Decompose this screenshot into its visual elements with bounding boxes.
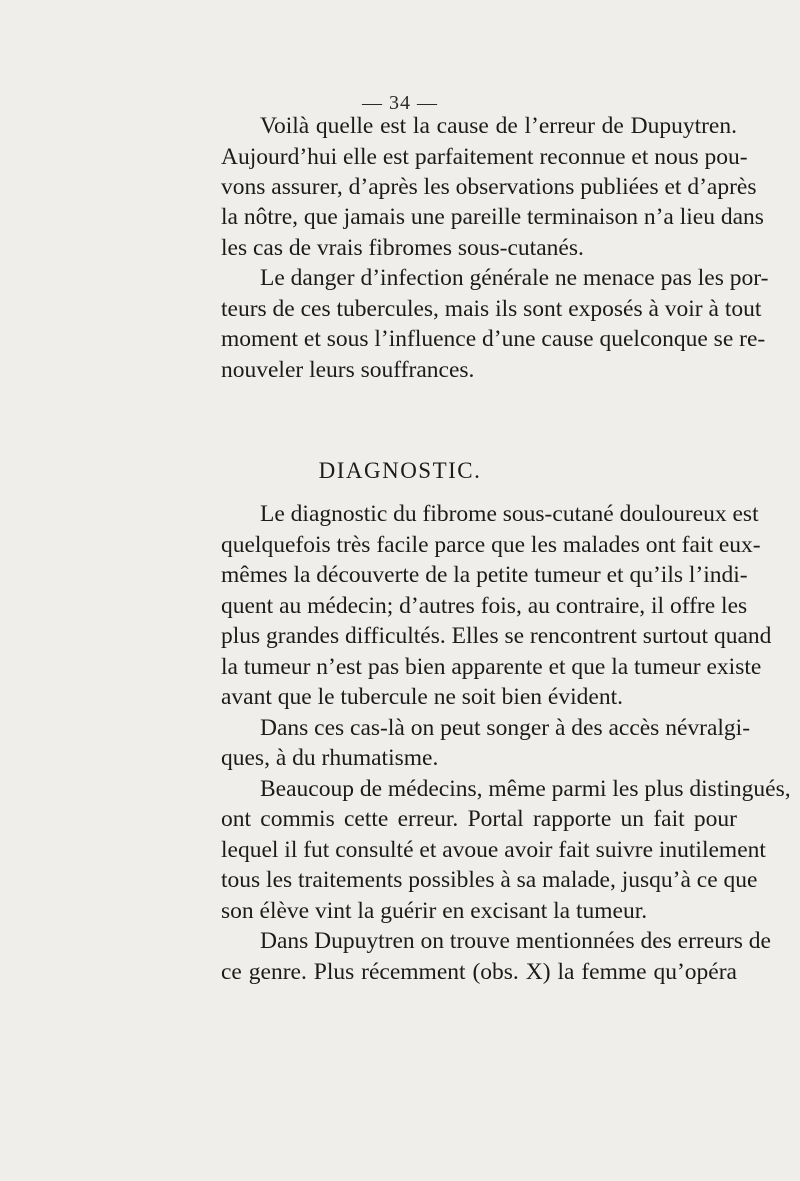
text-line: avant que le tubercule ne soit bien évident. bbox=[221, 684, 623, 710]
section-heading: DIAGNOSTIC. bbox=[318, 458, 482, 483]
text-line: ques, à du rhumatisme. bbox=[221, 745, 439, 771]
text-line: les cas de vrais fibromes sous-cutanés. bbox=[221, 235, 584, 261]
page-number: — 34 — bbox=[362, 92, 438, 114]
text-line: ont commis cette erreur. Portal rapporte un fait pour bbox=[221, 806, 737, 832]
text-line: Beaucoup de médecins, même parmi les plus distingués, bbox=[260, 776, 791, 802]
text-line: ce genre. Plus récemment (obs. X) la femme qu’opéra bbox=[221, 959, 737, 985]
text-line: plus grandes difficultés. Elles se rencontrent surtout quand bbox=[221, 623, 772, 649]
text-line: moment et sous l’influence d’une cause quelconque se re- bbox=[221, 326, 766, 352]
text-line: Le danger d’infection générale ne menace pas les por- bbox=[260, 265, 769, 291]
text-line: Dans Dupuytren on trouve mentionnées des erreurs de bbox=[260, 928, 771, 954]
text-line: Dans ces cas-là on peut songer à des accès névralgi- bbox=[260, 715, 751, 741]
text-line: la nôtre, que jamais une pareille terminaison n’a lieu dans bbox=[221, 204, 764, 230]
text-line: quelquefois très facile parce que les malades ont fait eux- bbox=[221, 532, 761, 558]
text-line: Le diagnostic du fibrome sous-cutané douloureux est bbox=[260, 501, 759, 527]
text-line: la tumeur n’est pas bien apparente et que la tumeur existe bbox=[221, 654, 762, 680]
text-line: teurs de ces tubercules, mais ils sont exposés à voir à tout bbox=[221, 296, 762, 322]
text-line: nouveler leurs souffrances. bbox=[221, 357, 475, 383]
text-line: son élève vint la guérir en excisant la tumeur. bbox=[221, 898, 648, 924]
text-line: mêmes la découverte de la petite tumeur et qu’ils l’indi- bbox=[221, 562, 748, 588]
text-line: Voilà quelle est la cause de l’erreur de Dupuytren. bbox=[260, 113, 737, 139]
text-line: tous les traitements possibles à sa malade, jusqu’à ce que bbox=[221, 867, 758, 893]
text-line: vons assurer, d’après les observations publiées et d’après bbox=[221, 174, 757, 200]
text-line: lequel il fut consulté et avoue avoir fait suivre inutilement bbox=[221, 837, 766, 863]
text-line: Aujourd’hui elle est parfaitement reconnue et nous pou- bbox=[221, 144, 748, 170]
text-line: quent au médecin; d’autres fois, au contraire, il offre les bbox=[221, 593, 748, 619]
